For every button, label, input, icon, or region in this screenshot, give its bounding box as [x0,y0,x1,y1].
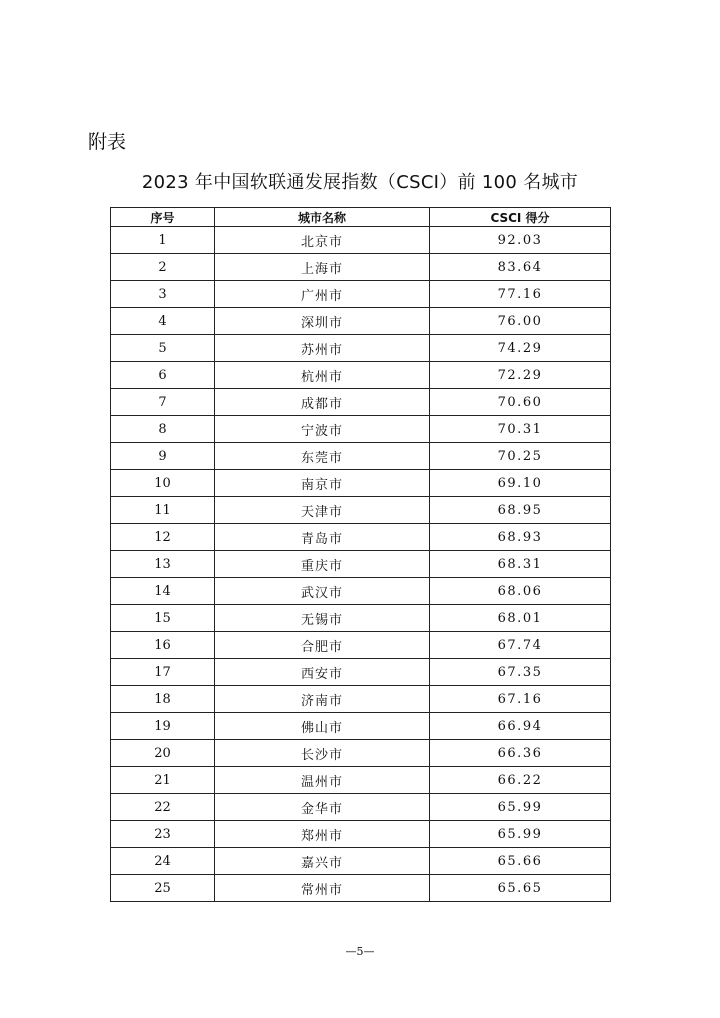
table-row [111,659,611,686]
header-score: CSCI 得分 [430,208,611,227]
city-cell: 深圳市 [215,308,430,335]
score-cell: 65.99 [430,794,611,821]
score-cell: 83.64 [430,254,611,281]
rank-cell: 1 [111,227,215,254]
table-row [111,767,611,794]
score-cell: 74.29 [430,335,611,362]
city-cell: 东莞市 [215,443,430,470]
score-cell: 65.99 [430,821,611,848]
page-number: —5— [345,945,375,958]
score-cell: 70.25 [430,443,611,470]
score-cell: 68.01 [430,605,611,632]
rank-cell: 25 [111,875,215,902]
score-cell: 69.10 [430,470,611,497]
city-cell: 广州市 [215,281,430,308]
table-row [111,227,611,254]
city-cell: 合肥市 [215,632,430,659]
table-row [111,794,611,821]
city-cell: 温州市 [215,767,430,794]
rank-cell: 15 [111,605,215,632]
rank-cell: 8 [111,416,215,443]
score-cell: 67.35 [430,659,611,686]
rank-cell: 10 [111,470,215,497]
table-row [111,821,611,848]
table-row [111,605,611,632]
rank-cell: 19 [111,713,215,740]
city-cell: 青岛市 [215,524,430,551]
table-row [111,389,611,416]
city-cell: 成都市 [215,389,430,416]
score-cell: 66.94 [430,713,611,740]
city-cell: 南京市 [215,470,430,497]
table-row [111,335,611,362]
score-cell: 76.00 [430,308,611,335]
table-row [111,578,611,605]
score-cell: 77.16 [430,281,611,308]
rank-cell: 9 [111,443,215,470]
city-cell: 嘉兴市 [215,848,430,875]
document-title: 2023 年中国软联通发展指数（CSCI）前 100 名城市 [141,172,579,193]
rank-cell: 16 [111,632,215,659]
score-cell: 67.74 [430,632,611,659]
city-cell: 郑州市 [215,821,430,848]
table-row [111,362,611,389]
rank-cell: 3 [111,281,215,308]
rank-cell: 23 [111,821,215,848]
score-cell: 68.31 [430,551,611,578]
appendix-label: 附表 [88,131,127,153]
city-cell: 济南市 [215,686,430,713]
table-row [111,281,611,308]
table-row [111,443,611,470]
score-cell: 66.22 [430,767,611,794]
city-cell: 武汉市 [215,578,430,605]
score-cell: 70.60 [430,389,611,416]
city-cell: 佛山市 [215,713,430,740]
city-cell: 长沙市 [215,740,430,767]
city-cell: 金华市 [215,794,430,821]
score-cell: 68.06 [430,578,611,605]
city-cell: 天津市 [215,497,430,524]
table-row [111,632,611,659]
score-cell: 70.31 [430,416,611,443]
table-row [111,470,611,497]
rank-cell: 24 [111,848,215,875]
rank-cell: 7 [111,389,215,416]
table-row [111,686,611,713]
rank-cell: 4 [111,308,215,335]
table-header-row [111,208,611,227]
rank-cell: 20 [111,740,215,767]
rank-cell: 11 [111,497,215,524]
header-rank: 序号 [111,208,215,227]
table-row [111,254,611,281]
city-cell: 杭州市 [215,362,430,389]
score-cell: 66.36 [430,740,611,767]
table-row [111,848,611,875]
score-cell: 65.66 [430,848,611,875]
rank-cell: 14 [111,578,215,605]
rank-cell: 5 [111,335,215,362]
city-cell: 无锡市 [215,605,430,632]
rank-cell: 13 [111,551,215,578]
rank-cell: 12 [111,524,215,551]
city-cell: 西安市 [215,659,430,686]
table-row [111,524,611,551]
score-cell: 68.95 [430,497,611,524]
table-row [111,497,611,524]
city-cell: 宁波市 [215,416,430,443]
city-ranking-table [110,207,611,902]
rank-cell: 22 [111,794,215,821]
table-row [111,875,611,902]
city-cell: 北京市 [215,227,430,254]
table-row [111,713,611,740]
table-body [111,227,611,902]
table-row [111,308,611,335]
score-cell: 92.03 [430,227,611,254]
header-city: 城市名称 [215,208,430,227]
score-cell: 68.93 [430,524,611,551]
rank-cell: 6 [111,362,215,389]
rank-cell: 17 [111,659,215,686]
table-row [111,551,611,578]
score-cell: 67.16 [430,686,611,713]
rank-cell: 2 [111,254,215,281]
city-cell: 常州市 [215,875,430,902]
rank-cell: 18 [111,686,215,713]
score-cell: 72.29 [430,362,611,389]
city-cell: 上海市 [215,254,430,281]
table-row [111,416,611,443]
score-cell: 65.65 [430,875,611,902]
table-row [111,740,611,767]
rank-cell: 21 [111,767,215,794]
city-cell: 重庆市 [215,551,430,578]
city-cell: 苏州市 [215,335,430,362]
